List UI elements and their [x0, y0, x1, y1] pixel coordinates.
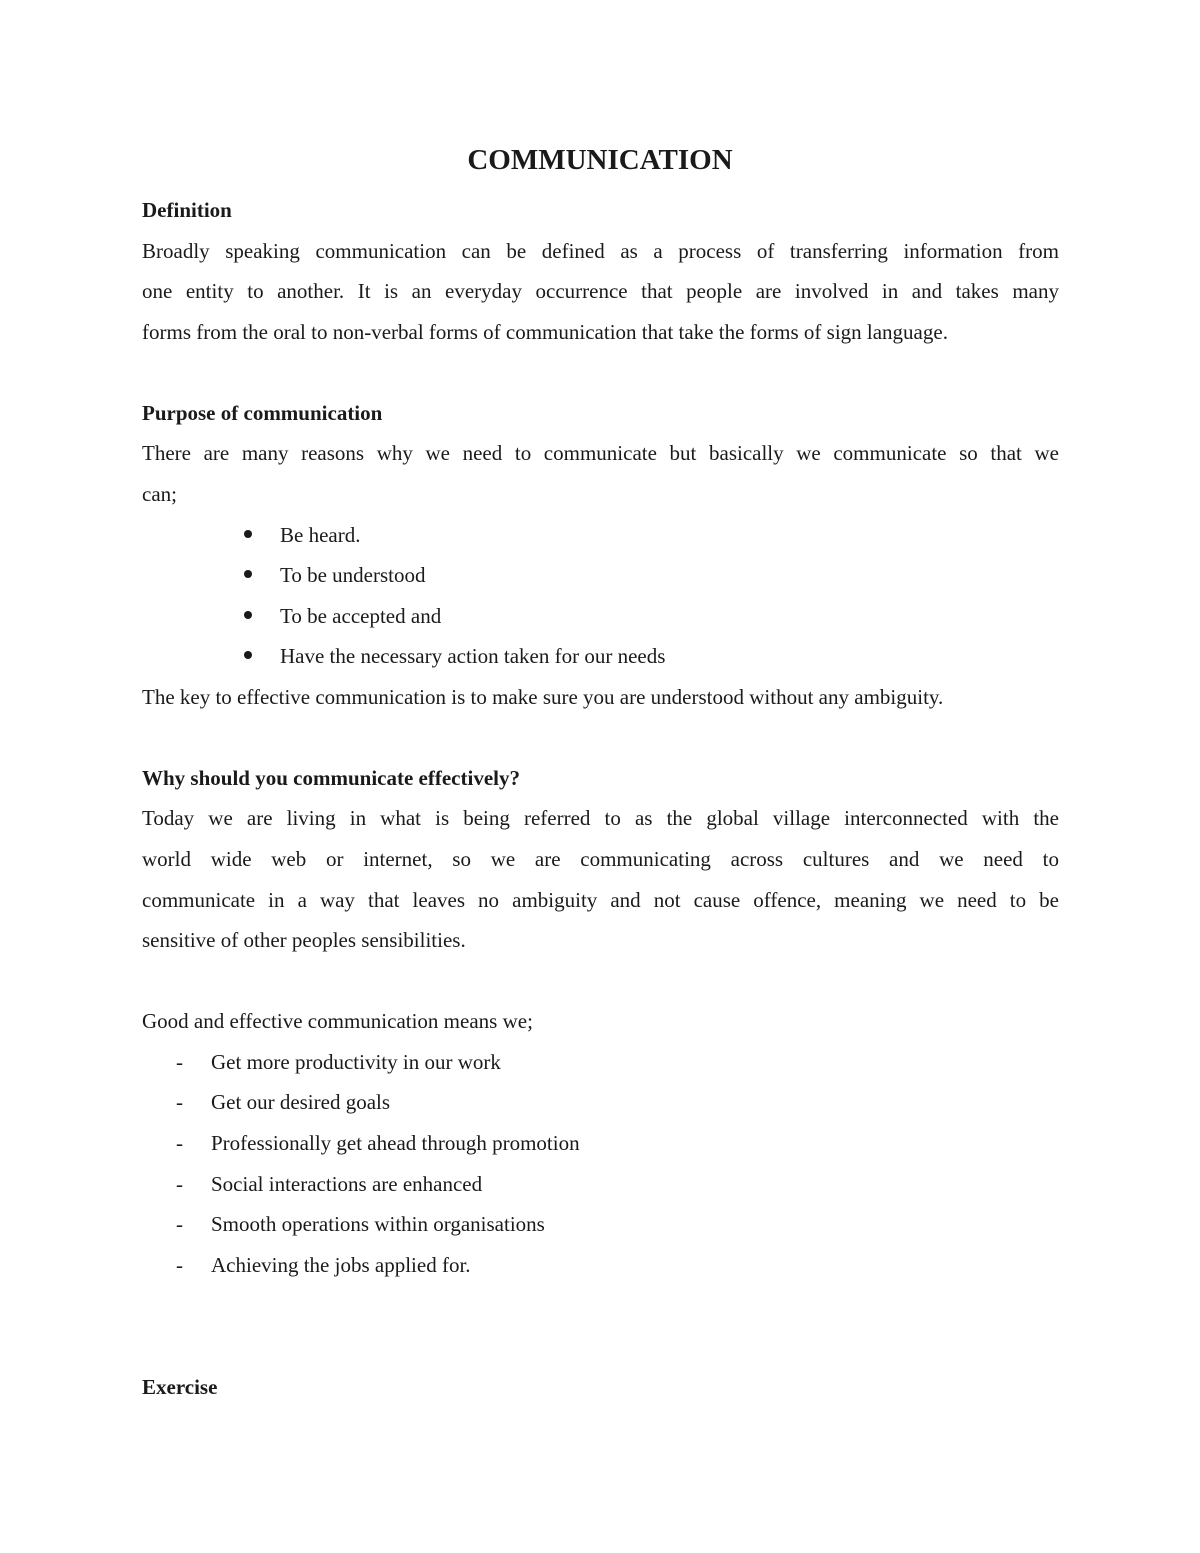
dash-marker: - [176, 1131, 183, 1155]
list-item-text: To be accepted and [280, 604, 442, 628]
list-item [244, 555, 426, 595]
list-item-text: Get our desired goals [211, 1090, 391, 1114]
bullet-icon [244, 611, 252, 619]
exercise-heading: Exercise [142, 1375, 218, 1399]
dash-marker: - [176, 1253, 183, 1277]
purpose-intro-line: There are many reasons why we need to communicate but basically we communicate so that we [142, 441, 1059, 465]
why-line: communicate in a way that leaves no ambiguity and not cause offence, meaning we need to be [142, 888, 1059, 912]
definition-line: forms from the oral to non-verbal forms of communication that take the forms of sign language. [142, 320, 948, 344]
dash-marker: - [176, 1090, 183, 1114]
list-item-text: Achieving the jobs applied for. [211, 1253, 471, 1277]
list-item-text: Get more productivity in our work [211, 1050, 501, 1074]
why-line: Today we are living in what is being referred to as the global village interconnected with the [142, 806, 1059, 830]
list-item [176, 1042, 501, 1082]
dash-marker: - [176, 1050, 183, 1074]
list-item-text: Smooth operations within organisations [211, 1212, 545, 1236]
list-item [176, 1204, 545, 1244]
purpose-conclusion: The key to effective communication is to make sure you are understood without any ambiguity. [142, 685, 944, 709]
dash-marker: - [176, 1212, 183, 1236]
document-title: COMMUNICATION [467, 144, 733, 176]
bullet-icon [244, 570, 252, 578]
list-item-text: Social interactions are enhanced [211, 1172, 483, 1196]
purpose-intro-line: can; [142, 482, 177, 506]
definition-line: one entity to another. It is an everyday occurrence that people are involved in and takes many [142, 279, 1059, 303]
why-line: sensitive of other peoples sensibilities. [142, 928, 466, 952]
dash-marker: - [176, 1172, 183, 1196]
list-item [176, 1123, 580, 1163]
why-heading: Why should you communicate effectively? [142, 766, 520, 790]
bullet-icon [244, 530, 252, 538]
bullet-icon [244, 651, 252, 659]
definition-line: Broadly speaking communication can be defined as a process of transferring information from [142, 239, 1059, 263]
list-item-text: To be understood [280, 563, 426, 587]
list-item [176, 1245, 471, 1285]
list-item-text: Be heard. [280, 523, 361, 547]
purpose-heading: Purpose of communication [142, 401, 383, 425]
definition-heading: Definition [142, 198, 232, 222]
list-item-text: Professionally get ahead through promotion [211, 1131, 580, 1155]
list-item [176, 1164, 482, 1204]
list-item [176, 1082, 390, 1122]
list-item [244, 515, 360, 555]
good-intro: Good and effective communication means we; [142, 1009, 533, 1033]
list-item-text: Have the necessary action taken for our needs [280, 644, 666, 668]
why-line: world wide web or internet, so we are communicating across cultures and we need to [142, 847, 1059, 871]
list-item [244, 596, 441, 636]
list-item [244, 636, 665, 676]
